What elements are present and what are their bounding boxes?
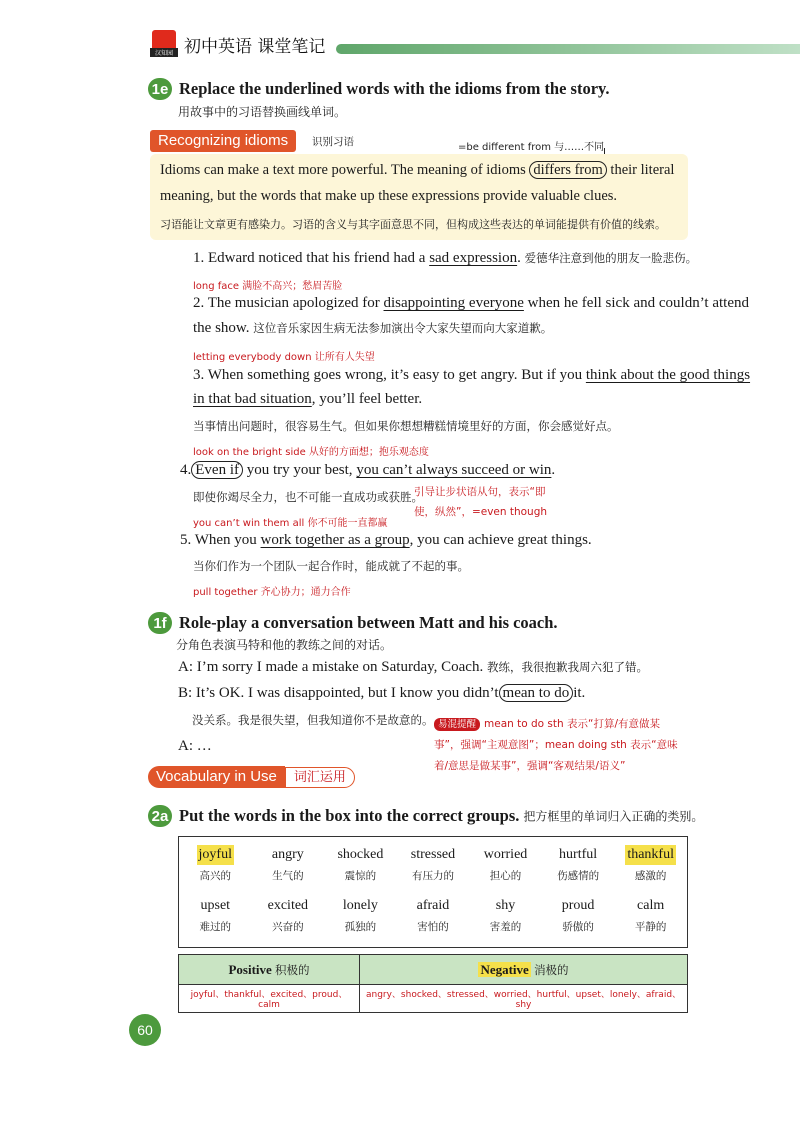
word-row-2 (179, 896, 687, 938)
word-cell (252, 845, 325, 887)
vocab-banner (148, 766, 355, 788)
item-4-note: 引导让步状语从句，表示“即使，纵然”，=even though (414, 486, 548, 518)
differs-from-circled: differs from (529, 161, 606, 179)
word-cn: 高兴的 (199, 870, 232, 882)
positive-label: Positive (228, 961, 272, 977)
hint-box (434, 714, 680, 777)
recognizing-box (150, 154, 688, 240)
word-en: proud (561, 898, 595, 913)
item-1-underlined: sad expression (429, 250, 518, 266)
vocab-label: Vocabulary in Use (148, 766, 285, 788)
word-cn: 感激的 (634, 870, 667, 882)
word-en: upset (200, 898, 231, 913)
word-en: worried (483, 847, 528, 862)
item-4-text: you try your best, (242, 462, 357, 478)
header-title: 初中英语 课堂笔记 (184, 37, 326, 57)
word-cell (252, 896, 325, 938)
word-en: thankful (625, 845, 676, 865)
item-2-answer: letting everybody down 让所有人失望 (193, 352, 375, 363)
item-3-answer: look on the bright side 从好的方面想；抱乐观态度 (193, 447, 429, 458)
section-1e-cn: 用故事中的习语替换画线单词。 (178, 105, 347, 119)
page-header (0, 28, 800, 62)
section-badge: 2a (148, 805, 172, 827)
word-cn: 平静的 (634, 921, 667, 933)
mean-to-do-circled: mean to do (499, 684, 574, 702)
hint-label: 易混提醒 (434, 718, 480, 731)
negative-cn: 消极的 (534, 962, 569, 977)
word-cell (179, 896, 252, 938)
item-2-text-c: the show. (193, 320, 250, 336)
word-en: calm (637, 898, 665, 913)
dialog-a-text: A: I’m sorry I made a mistake on Saturday, Coach. (178, 659, 484, 675)
word-cn: 孤独的 (344, 921, 377, 933)
word-en: hurtful (559, 847, 598, 862)
word-cell (324, 896, 397, 938)
dialog-b-text: B: It’s OK. I was disappointed, but I know you didn’t (178, 685, 499, 701)
even-if-circled: Even if (191, 461, 243, 479)
item-1 (193, 250, 697, 267)
item-4-underlined: you can’t always succeed or win (356, 462, 552, 478)
word-cn: 震惊的 (344, 870, 377, 882)
dialog-a (178, 659, 648, 676)
item-4-num: 4. (180, 462, 192, 478)
negative-answer: angry、shocked、stressed、worried、hurtful、upset、lonely、afraid、shy (360, 985, 688, 1013)
logo-text: 汉知园 (150, 48, 178, 57)
word-cn: 害怕的 (417, 921, 449, 933)
recognizing-text-2: their literal (610, 162, 675, 178)
word-cn: 伤感情的 (557, 870, 600, 882)
word-cell (397, 845, 470, 887)
negative-label: Negative (480, 961, 529, 977)
item-4 (180, 462, 555, 479)
word-en: afraid (416, 898, 450, 913)
item-1-answer: long face 满脸不高兴；愁眉苦脸 (193, 281, 343, 292)
word-en: shocked (337, 847, 384, 862)
word-cn: 骄傲的 (562, 921, 594, 933)
differs-annotation: =be different from 与……不同 (458, 142, 605, 153)
negative-header (360, 955, 688, 985)
item-4-end: . (551, 462, 556, 478)
dialog-b-cn: 没关系。我是很失望，但我知道你不是故意的。 (192, 713, 434, 727)
section-title: Replace the underlined words with the idioms from the story. (179, 78, 610, 98)
word-cell (179, 845, 252, 887)
word-cn: 兴奋的 (272, 921, 304, 933)
word-cn: 有压力的 (411, 870, 454, 882)
positive-answer: joyful、thankful、excited、proud、calm (179, 985, 360, 1013)
item-5-underlined: work together as a group (260, 532, 410, 548)
recognizing-cn: 习语能让文章更有感染力。习语的含义与其字面意思不同，但构成这些表达的单词能提供有价值的线索。 (160, 218, 666, 231)
word-cell (469, 845, 542, 887)
item-3-line-2 (193, 391, 422, 408)
groups-table (178, 954, 688, 1013)
dialog-a-end: A: … (178, 738, 212, 754)
dialog-b-end: it. (573, 685, 586, 701)
recognizing-label-cn: 识别习语 (312, 136, 354, 148)
item-3-underlined-1: think about the good things (585, 367, 751, 383)
word-box (178, 836, 688, 948)
word-cn: 难过的 (199, 921, 232, 933)
recognizing-label-text: Recognizing idioms (158, 132, 289, 149)
header-logo (150, 28, 178, 58)
section-1f-cn: 分角色表演马特和他的教练之间的对话。 (176, 638, 393, 652)
item-3-end: , you’ll feel better. (311, 391, 423, 407)
item-3-text: 3. When something goes wrong, it’s easy to get angry. But if you (193, 367, 586, 383)
item-5-cn: 当你们作为一个团队一起合作时，能成就了不起的事。 (193, 559, 469, 573)
dialog-b (178, 685, 585, 702)
word-cn: 生气的 (272, 870, 304, 882)
item-2-underlined: disappointing everyone (383, 295, 524, 311)
section-1e-heading (148, 78, 610, 100)
word-en: excited (267, 898, 309, 913)
item-2-cn: 这位音乐家因生病无法参加演出令大家失望而向大家道歉。 (253, 321, 553, 335)
word-cell (542, 896, 615, 938)
book-icon (152, 30, 176, 48)
positive-header (179, 955, 360, 985)
section-1f-heading (148, 612, 558, 634)
section-2a-cn: 把方框里的单词归入正确的类别。 (523, 809, 704, 824)
item-3-cn: 当事情出问题时，很容易生气。但如果你想想糟糕情境里好的方面，你会感觉好点。 (193, 419, 619, 433)
item-3 (193, 367, 750, 384)
recognizing-line-1 (160, 162, 674, 179)
item-5-end: , you can achieve great things. (409, 532, 592, 548)
word-cell (397, 896, 470, 938)
item-1-cn: 爱德华注意到他的朋友一脸悲伤。 (524, 251, 698, 265)
recognizing-text-1: Idioms can make a text more powerful. The meaning of idioms (160, 162, 526, 178)
positive-cn: 积极的 (275, 962, 310, 977)
word-cell (614, 845, 687, 887)
item-5-answer: pull together 齐心协力；通力合作 (193, 587, 351, 598)
word-en: lonely (342, 898, 378, 913)
word-en: stressed (410, 847, 456, 862)
item-2-line-2 (193, 320, 552, 337)
item-4-answer: you can’t win them all 你不可能一直都赢 (193, 518, 388, 529)
word-cn: 担心的 (489, 870, 522, 882)
word-cell (614, 896, 687, 938)
word-en: joyful (197, 845, 234, 865)
dialog-a-cn: 教练，我很抱歉我周六犯了错。 (486, 660, 648, 674)
section-title: Role-play a conversation between Matt and his coach. (179, 612, 558, 632)
page-number-badge (129, 1014, 161, 1046)
item-2 (193, 295, 749, 312)
recognizing-line-2: meaning, but the words that make up these expressions provide valuable clues. (160, 188, 618, 204)
word-en: angry (271, 847, 304, 862)
page-number: 60 (137, 1022, 153, 1038)
item-1-text: 1. Edward noticed that his friend had a (193, 250, 430, 266)
item-5 (180, 532, 592, 549)
header-bar (336, 44, 800, 54)
item-2-text: 2. The musician apologized for (193, 295, 384, 311)
word-cell (469, 896, 542, 938)
item-5-text: 5. When you (180, 532, 261, 548)
item-4-cn: 即使你竭尽全力，也不可能一直成功或获胜。 (193, 490, 423, 504)
word-cn: 害羞的 (489, 921, 522, 933)
word-en: shy (495, 898, 516, 913)
section-2a-heading (148, 805, 703, 827)
hint-text: mean to do sth 表示“打算/有意做某事”，强调“主观意图”；mean doing sth 表示“意味着/意思是做某事”，强调“客观结果/语义” (434, 718, 678, 772)
recognizing-label (150, 130, 296, 152)
section-badge: 1f (148, 612, 172, 634)
item-1-end: . (517, 250, 521, 266)
word-cell (324, 845, 397, 887)
vocab-label-cn: 词汇运用 (285, 767, 355, 788)
section-title: Put the words in the box into the correct groups. (179, 805, 520, 825)
word-row-1 (179, 845, 687, 887)
word-cell (542, 845, 615, 887)
section-badge: 1e (148, 78, 172, 100)
item-3-underlined-2: in that bad situation (193, 391, 312, 407)
item-2-text-b: when he fell sick and couldn’t attend (523, 295, 749, 311)
